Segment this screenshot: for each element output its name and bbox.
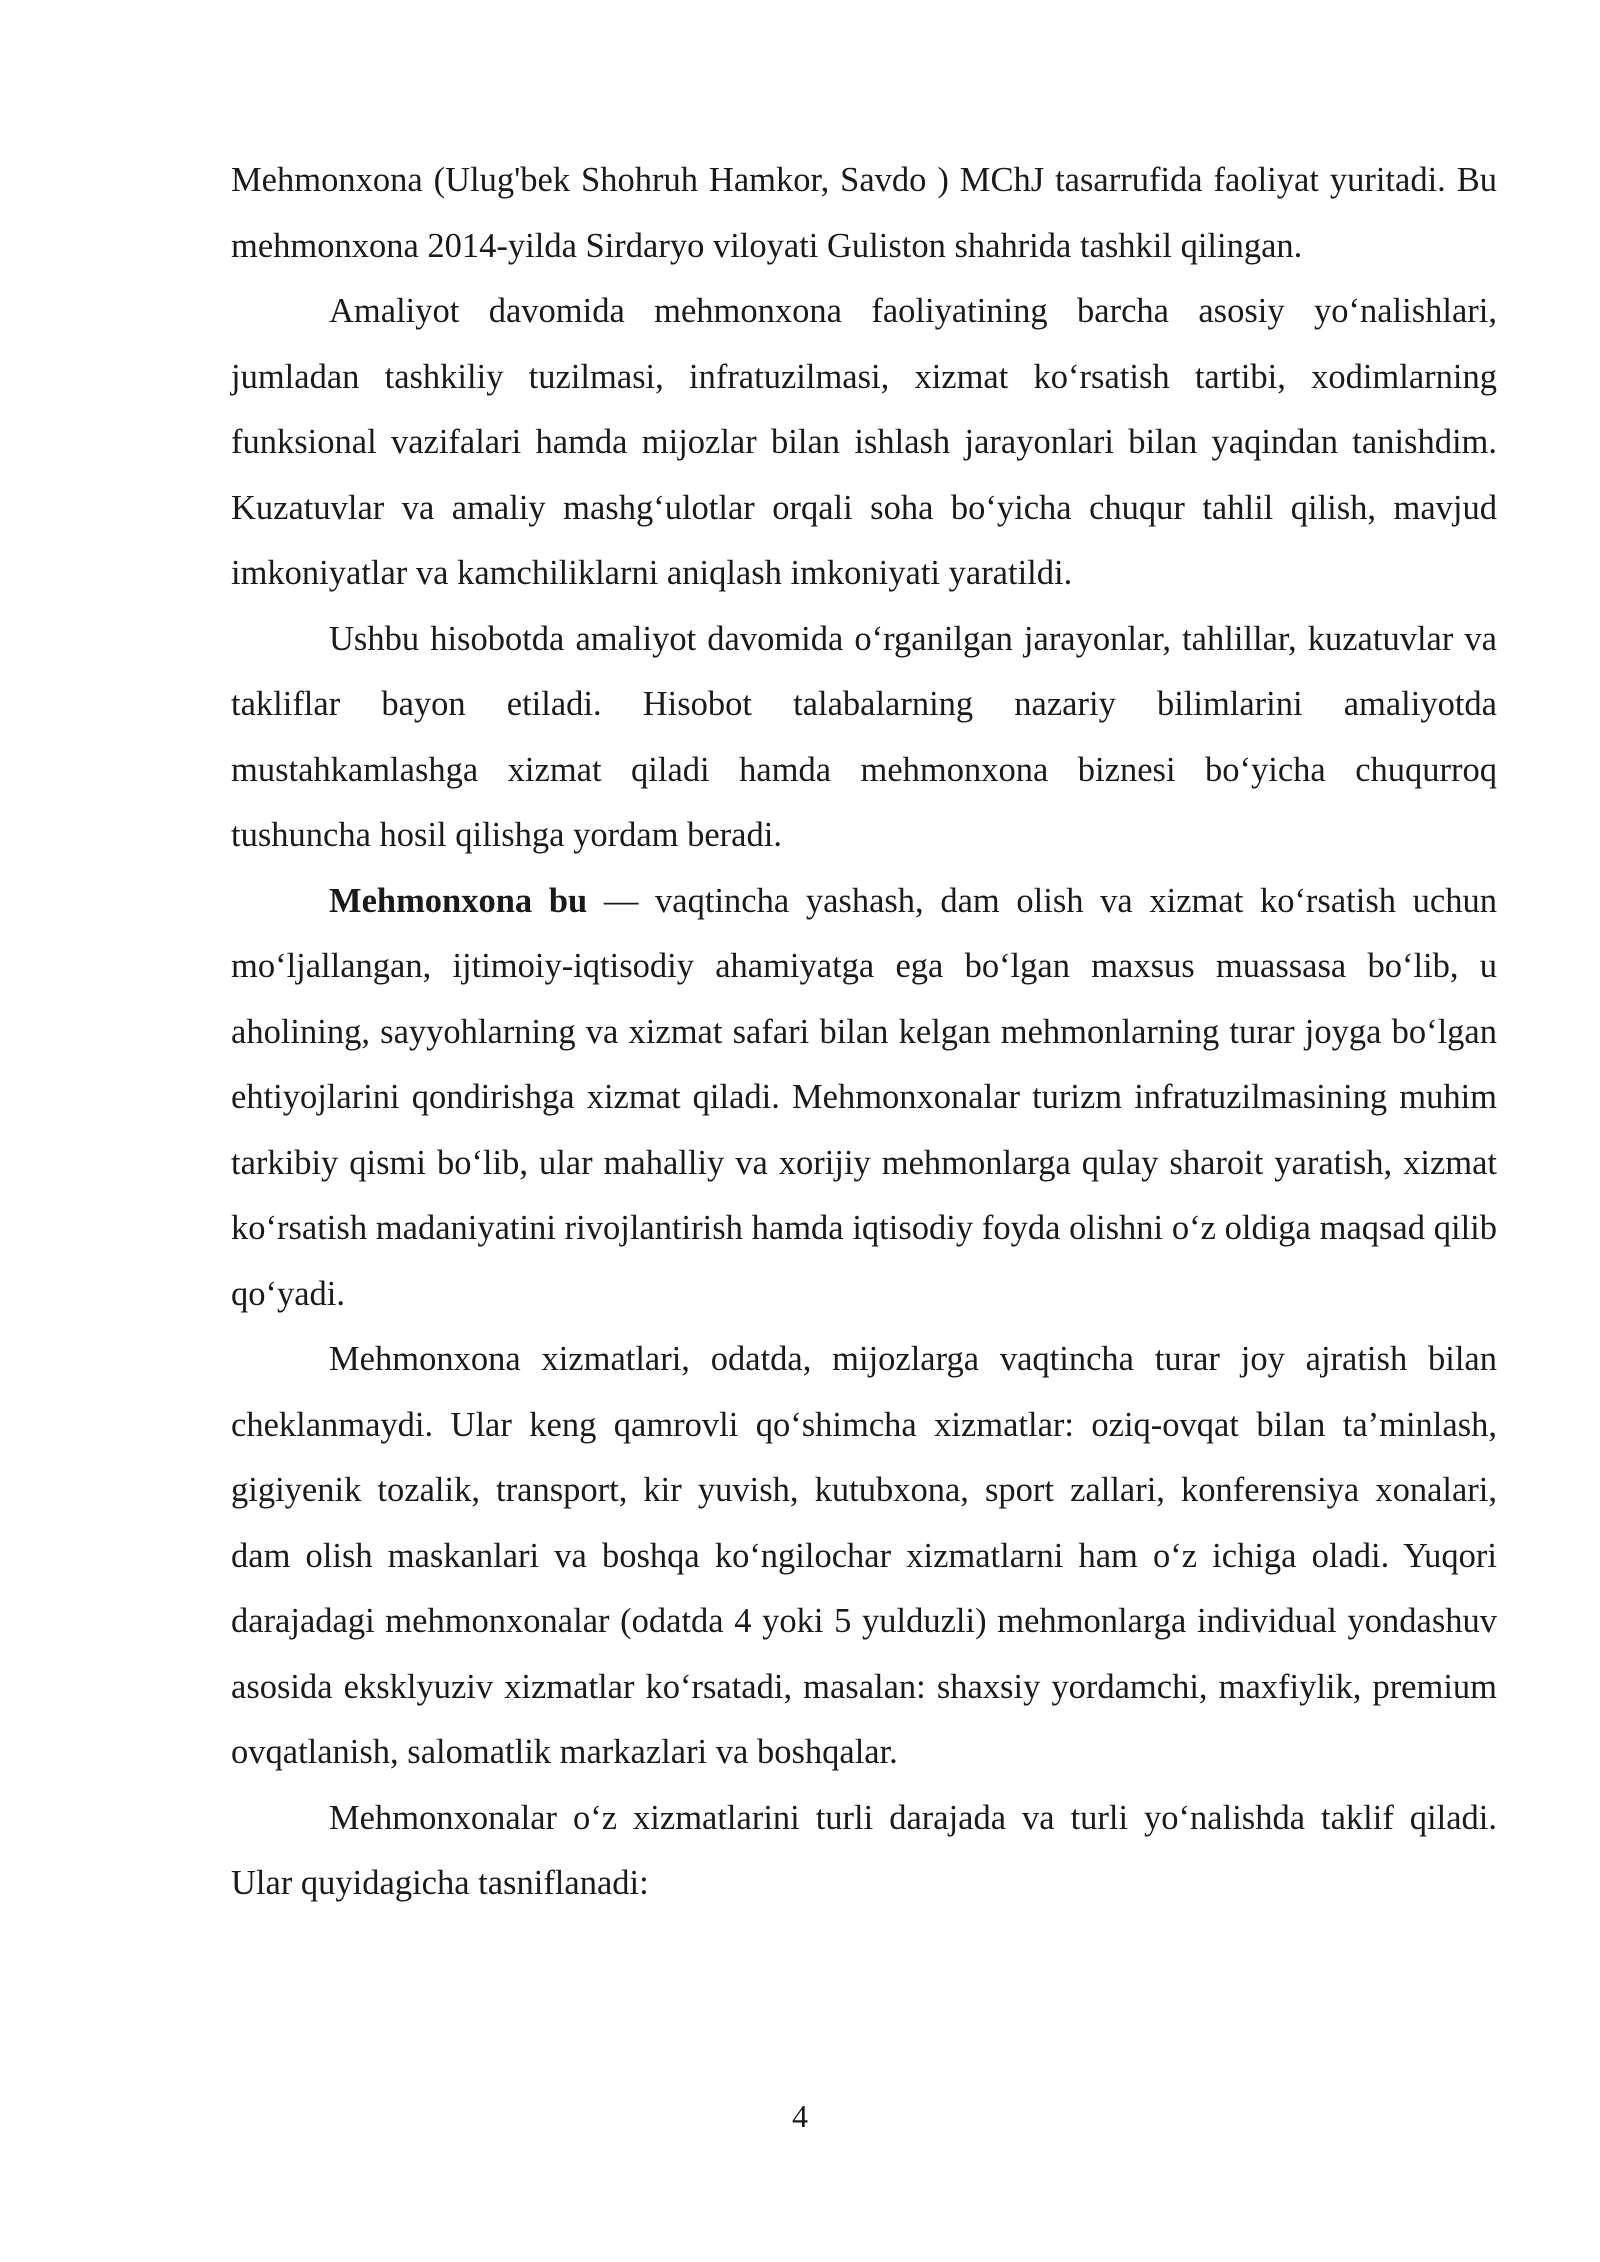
document-body — [231, 148, 1497, 1917]
paragraph-hotel-intro — [231, 148, 1497, 279]
paragraph-text: Mehmonxona (Ulug'bek Shohruh Hamkor, Savdo ) MChJ tasarrufida faoliyat yuritadi. Bu mehmonxona 2014-yilda Sirdaryo viloyati Guliston shahrida tashkil qilingan. — [231, 161, 1497, 265]
paragraph-text: Amaliyot davomida mehmonxona faoliyatining barcha asosiy yo‘nalishlari, jumladan tashkiliy tuzilmasi, infratuzilmasi, xizmat ko‘rsatish tartibi, xodimlarning funksional vazifalari hamda mijozlar bilan ishlash jarayonlari bilan yaqindan tanishdim. Kuzatuvlar va amaliy mashg‘ulotlar orqali soha bo‘yicha chuqur tahlil qilish, mavjud imkoniyatlar va kamchiliklarni aniqlash imkoniyati yaratildi. — [231, 292, 1497, 592]
paragraph-text: Ushbu hisobotda amaliyot davomida o‘rganilgan jarayonlar, tahlillar, kuzatuvlar va takliflar bayon etiladi. Hisobot talabalarning nazariy bilimlarini amaliyotda mustahkamlashga xizmat qiladi hamda mehmonxona biznesi bo‘yicha chuqurroq tushuncha hosil qilishga yordam beradi. — [231, 619, 1497, 854]
paragraph-report-purpose — [231, 607, 1497, 869]
paragraph-text: — vaqtincha yashash, dam olish va xizmat ko‘rsatish uchun mo‘ljallangan, ijtimoiy-iqtisodiy ahamiyatga ega bo‘lgan maxsus muassasa bo‘lib, u aholining, sayyohlarning va xizmat safari bilan kelgan mehmonlarning turar joyga bo‘lgan ehtiyojlarini qondirishga xizmat qiladi. Mehmonxonalar turizm infratuzilmasining muhim tarkibiy qismi bo‘lib, ular mahalliy va xorijiy mehmonlarga qulay sharoit yaratish, xizmat ko‘rsatish madaniyatini rivojlantirish hamda iqtisodiy foyda olishni o‘z oldiga maqsad qilib qo‘yadi. — [231, 881, 1497, 1313]
paragraph-practice-overview — [231, 279, 1497, 607]
definition-term: Mehmonxona bu — [329, 881, 588, 920]
paragraph-classification-intro — [231, 1786, 1497, 1917]
paragraph-hotel-services — [231, 1327, 1497, 1786]
paragraph-text: Mehmonxonalar o‘z xizmatlarini turli darajada va turli yo‘nalishda taklif qiladi. Ular quyidagicha tasniflanadi: — [231, 1798, 1497, 1902]
paragraph-text: Mehmonxona xizmatlari, odatda, mijozlarga vaqtincha turar joy ajratish bilan cheklanmaydi. Ular keng qamrovli qo‘shimcha xizmatlar: oziq-ovqat bilan ta’minlash, gigiyenik tozalik, transport, kir yuvish, kutubxona, sport zallari, konferensiya xonalari, dam olish maskanlari va boshqa ko‘ngilochar xizmatlarni ham o‘z ichiga oladi. Yuqori darajadagi mehmonxonalar (odatda 4 yoki 5 yulduzli) mehmonlarga individual yondashuv asosida eksklyuziv xizmatlar ko‘rsatadi, masalan: shaxsiy yordamchi, maxfiylik, premium ovqatlanish, salomatlik markazlari va boshqalar. — [231, 1340, 1497, 1771]
page-number: 4 — [792, 2098, 808, 2134]
paragraph-hotel-definition — [231, 869, 1497, 1328]
